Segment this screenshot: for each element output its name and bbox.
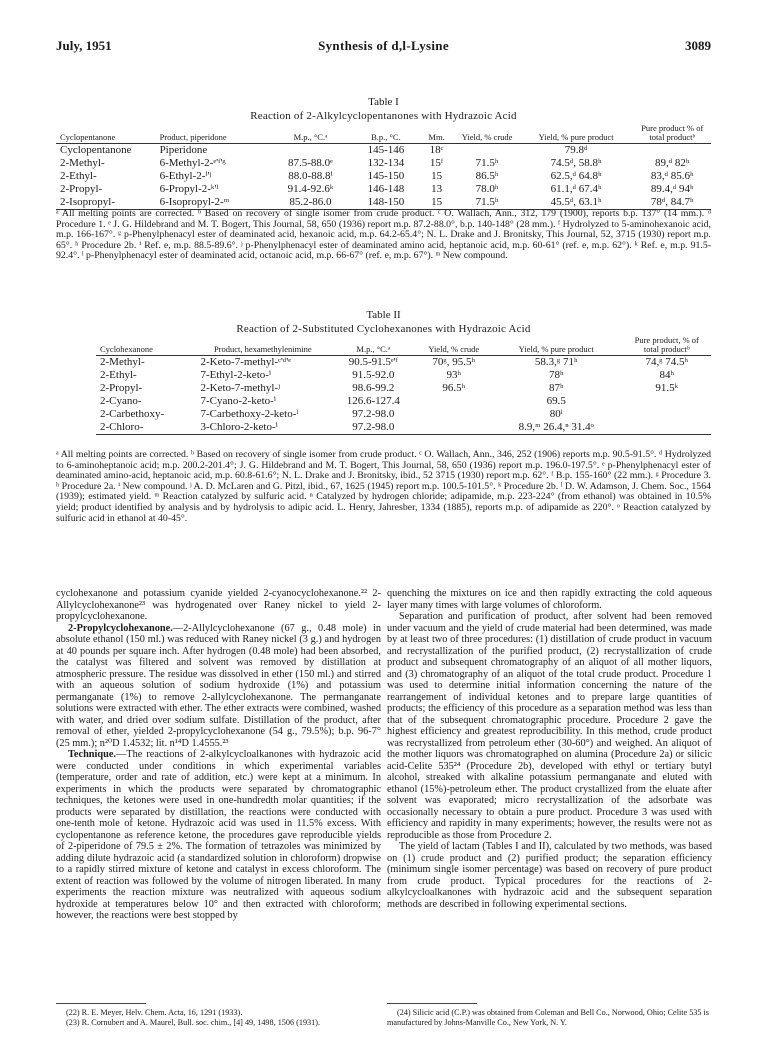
paragraph-text: —2-Allylcyclohexanone (67 g., 0.48 mole) in absolute ethanol (150 ml.) was reduced with Raney nickel (3 g.) and hydrogen at 40 pounds per square inch. After hydrogen (0.48 mole) had been absorbed, the catalyst was filtered and solvent was removed by distillation at atmospheric pressure. The residue was dissolved in ether (150 ml.) and stirred with an aqueous solution of sodium hydroxide (1%) and potassium permanganate (1%) to remove 2-allylcyclohexanone. The permanganate solutions were extracted with ether. The ether extracts were combined, washed with water, and dried over sodium sulfate. Distillation of the product, after removal of ether, yielded 2-propylcyclohexanone (54 g., 79.5%); b.p. 96-7° (25 mm.); n²⁰D 1.4532; lit. n¹⁴D 1.4555.²³ (56, 622, 381, 749)
reference: (23) R. Cornubert and A. Maurel, Bull. soc. chim., [4] 49, 1498, 1506 (1931). (66, 1017, 321, 1027)
table-cell: 93ʰ (446, 369, 461, 381)
table-cell: 45.5ᵈ, 63.1ʰ (519, 196, 634, 210)
table-cell: 89.4,ᵈ 94ʰ (650, 183, 694, 195)
table-cell: 97.2-98.0 (352, 408, 395, 420)
table-cell: 2-Isopropyl- (56, 196, 156, 210)
table-cell: 145-146 (367, 144, 405, 156)
table-cell: 61.1,ᵈ 67.4ʰ (550, 183, 602, 195)
table-cell: 87ʰ (548, 382, 564, 394)
table-cell: 78ᵈ, 84.7ʰ (634, 196, 711, 210)
table1-title: Reaction of 2-Alkylcyclopentanones with Hydrazoic Acid (250, 110, 517, 122)
table-row (56, 144, 711, 158)
header-date: July, 1951 (56, 38, 112, 53)
table2-footnotes: ᵃ All melting points are corrected. ᵇ Based on recovery of single isomer from crude product. ᶜ O. Wallach, Ann., 346, 252 (1906) reports m.p. 90.5-91.5°. ᵈ Hydrolyzed to 6-aminoheptanoic acid; m.p. 200.2-201.4°; J. G. Hildebrand and M. T. Bogert, This Journal, 58, 650 (1936) report m.p. 196.0-197.5°. ᵉ p-Phenylphenacyl ester of deaminated amino-acid, heptanoic acid, m.p. 60.8-61.6°; N. L. Drake and J. Bronitsky, ibid., 52 3715 (1930) report m.p. 62°. ᶠ B.p. 155-160° (22 mm.). ᵍ Procedure 3. ʰ Procedure 2a. ⁱ New compound. ʲ A. D. McLaren and G. Pitzl, ibid., 67, 1625 (1945) report m.p. 100.5-101.5°. ᵏ Procedure 2b. ˡ D. W. Adamson, J. Chem. Soc., 1564 (1939); estimated yield. ᵐ Reaction catalyzed by sulfuric acid. ⁿ Catalyzed by hydrogen chloride; adipamide, m.p. 223-224° (from ethanol) was obtained in 10.5% yield; product identified by analysis and by hydrolysis to adipic acid. L. Henry, Jahresber, 1334 (1885), reports m.p. of adipamide as 220°. ᵒ Reaction catalyzed by sulfuric acid in ethanol at 40-45°. (56, 449, 711, 524)
references-left (56, 1008, 381, 1027)
col-header: Cyclohexanone (96, 336, 196, 356)
footnote-rule (387, 1003, 477, 1004)
table-cell (267, 144, 354, 158)
table-cell: 146-148 (367, 183, 405, 195)
col-header: M.p., °C.ᵃ (329, 336, 417, 356)
right-column (387, 588, 712, 910)
page-number: 3089 (685, 38, 711, 53)
table-cell: 88.0-88.8ⁱ (288, 170, 333, 182)
col-header: Yield, % crude (418, 336, 490, 356)
table-cell (418, 395, 490, 408)
table-cell: Piperidone (159, 144, 208, 156)
table2-caption: Table II (366, 309, 401, 321)
reference: (22) R. E. Meyer, Helv. Chem. Acta, 16, 1291 (1933). (66, 1008, 243, 1017)
table-cell: 91.5ᵏ (655, 382, 679, 394)
table-cell: 2-Keto-7-methyl-ʲ (200, 382, 280, 394)
table-header-row (96, 336, 711, 356)
table-cell: 2-Ethyl- (60, 170, 97, 182)
table-cell: 2-Propyl- (60, 183, 103, 195)
table-cell: 2-Methyl- (60, 157, 105, 169)
table-cell: 80ˡ (549, 408, 563, 420)
paragraph-text: —The reactions of 2-alkylcycloalkanones with hydrazoic acid were conducted under conditions in which experimental variables (temperature, order and rate of addition, etc.) were kept at a minimum. In experiments in which the products were separated by chromatographic techniques, the ketones were used in one-hundredth molar quantities; if the products were separated by distillation, the reactions were conducted with one-tenth mole of ketone. Hydrazoic acid was used in 11.5% excess. With cyclopentanone as reference ketone, the procedures gave reproducible yields of 2-piperidone of 79.5 ± 2%. The formation of tetrazoles was minimized by adding dilute hydrazoic acid (a standardized solution in chloroform) dropwise to a rapidly stirred mixture of ketone and catalyst in excess chloroform. The extent of reaction was followed by the volume of nitrogen liberated. In many experiments the reaction mixture was neutralized with aqueous sodium hydroxide at temperatures below 10° and then extracted with chloroform; however, the reactions were best stopped by (56, 749, 381, 921)
table-cell: 90.5-91.5ᵉ'ᶠ (348, 356, 398, 368)
col-header: Yield, % crude (455, 124, 518, 144)
table-cell: 78ʰ (548, 369, 564, 381)
paragraph: The yield of lactam (Tables I and II), calculated by two methods, was based on (1) crude product and (2) purified product; the separation efficiency (minimum single isomer percentage) was based on recovery of pure product from crude product. Typical procedures for the reactions of 2-alkylcycloalkanones with hydrazoic acid and the subsequent separation methods are described in following experimental sections. (387, 841, 712, 910)
table-cell: 148-150 (354, 196, 418, 210)
table2-title: Reaction of 2-Substituted Cyclohexanones with Hydrazoic Acid (236, 323, 531, 335)
table1-caption: Table I (368, 96, 399, 108)
table-cell: 6-Isopropyl-2-ᵐ (156, 196, 267, 210)
paragraph: Separation and purification of product, after solvent had been removed under vacuum and the yield of crude material had been determined, was made by at least two of three procedures: (1) distillation of crude product in vacuum and recrystallization of the purified product, (2) recrystallization of crude product and subsequent chromatography of an aliquot of all mother liquors, and (3) chromatography of an aliquot of the total crude product. Procedure 1 was used to determine initial information concerning the nature of the rearrangement of individual ketones and to prepare large quantities of products; the efficiency of this procedure as a separation method was less than that of the subsequent chromatographic procedure. Procedure 2 gave the highest efficiency and greatest reproducibility. In this method, crude product was recrystallized from petroleum ether (30-60°) and weighed. An aliquot of the mother liquors was chromatographed on alumina (Procedure 2a) or silicic acid-Celite 535²⁴ (Procedure 2b), developed with ethyl or tertiary butyl alcohol, streaked with alkaline potassium permanganate and eluted with ethanol (15%)-petroleum ether. The product crystallized from the eluate after solvent was evaporated; micro recrystallization of the adsorbate was occasionally necessary to obtain a pure product. Procedure 3 was used with efficiency and rapidity in many experiments; however, the results were not as reproducible as those from Procedure 2. (387, 611, 712, 841)
table-cell: 15 (418, 196, 456, 210)
table-cell: 2-Keto-7-methyl-ᶜ'ᵈ'ᵉ (200, 356, 292, 368)
table-cell: 78.0ʰ (475, 183, 499, 195)
references-right (387, 1008, 712, 1027)
table-cell: 2-Carbethoxy- (100, 408, 165, 420)
table-cell: 89,ᵈ 82ʰ (655, 157, 690, 169)
col-header: Product, hexamethylenimine (196, 336, 329, 356)
table-cell: 7-Ethyl-2-keto-ⁱ (200, 369, 272, 381)
table2 (96, 336, 711, 435)
table-cell: 15 (431, 170, 443, 182)
table-cell: 91.5-92.0 (352, 369, 395, 381)
table-cell: 3-Chloro-2-keto-ⁱ (196, 421, 329, 435)
table-row (56, 183, 711, 196)
table-cell: 62.5,ᵈ 64.8ʰ (550, 170, 602, 182)
table-cell: 15ᶠ (429, 157, 444, 169)
col-header: Yield, % pure product (519, 124, 634, 144)
table-cell: 2-Propyl- (100, 382, 143, 394)
table-cell (418, 408, 490, 421)
table-cell: 74.5ᵈ, 58.8ʰ (550, 157, 602, 169)
table-cell: 13 (431, 183, 443, 195)
table-cell: 7-Carbethoxy-2-keto-ˡ (200, 408, 299, 420)
table-cell: 58.3,ᵍ 71ʰ (534, 356, 578, 368)
col-header: Yield, % pure product (490, 336, 623, 356)
table-cell: 69.5 (546, 395, 566, 407)
table-cell: 2-Chloro- (96, 421, 196, 435)
table-cell: 6-Ethyl-2-ⁱ'ʲ (159, 170, 212, 182)
table-cell: 2-Methyl- (100, 356, 145, 368)
table-cell: 145-150 (367, 170, 405, 182)
table-cell: 6-Propyl-2-ᵏ'ˡ (159, 183, 219, 195)
table-cell: 2-Ethyl- (100, 369, 137, 381)
table-cell: 96.5ʰ (442, 382, 466, 394)
footnote-rule (56, 1003, 146, 1004)
table-cell (623, 421, 711, 435)
table-cell: 85.2-86.0 (267, 196, 354, 210)
table-cell: 2-Cyano- (100, 395, 142, 407)
col-header: M.p., °C.ᵃ (267, 124, 354, 144)
left-column (56, 588, 381, 922)
paragraph (56, 623, 381, 750)
table-cell: 87.5-88.0ᵉ (287, 157, 333, 169)
table-row (96, 395, 711, 408)
table-cell: 98.6-99.2 (352, 382, 395, 394)
paragraph: cyclohexanone and potassium cyanide yielded 2-cyanocyclohexanone.²² 2-Allylcyclohexanone²³ was hydrogenated over Raney nickel to yield 2-propylcyclohexanone. (56, 588, 381, 622)
paragraph (56, 749, 381, 922)
table-cell: 8.9,ᵐ 26.4,ⁿ 31.4ᵒ (490, 421, 623, 435)
table-cell: 97.2-98.0 (329, 421, 417, 435)
table-cell: 18ᶜ (429, 144, 444, 156)
table-row (96, 421, 711, 435)
table-header-row (56, 124, 711, 144)
table-cell: 132-134 (367, 157, 405, 169)
table1 (56, 124, 711, 210)
col-header: Product, piperidone (156, 124, 267, 144)
col-header: Cyclopentanone (56, 124, 156, 144)
table-cell (623, 395, 711, 408)
table-cell: 83,ᵈ 85.6ʰ (650, 170, 694, 182)
table-cell: 86.5ʰ (475, 170, 499, 182)
table-cell: Cyclopentanone (60, 144, 132, 156)
table-cell: 79.8ᵈ (564, 144, 588, 156)
table-cell: 126.6-127.4 (346, 395, 400, 407)
table-cell: 70ᵍ, 95.5ʰ (432, 356, 476, 368)
table-cell: 71.5ʰ (455, 196, 518, 210)
table-cell: 91.4-92.6ᵏ (287, 183, 334, 195)
reference: (24) Silicic acid (C.P.) was obtained from Coleman and Bell Co., Norwood, Ohio; Celite 535 is manufactured by Johns-Manville Co., New York, N. Y. (387, 1008, 709, 1027)
table-row (96, 382, 711, 395)
table-row (56, 157, 711, 170)
col-header: Mm. (418, 124, 456, 144)
table-row (96, 408, 711, 421)
running-header (56, 38, 711, 54)
paragraph: quenching the mixtures on ice and then rapidly extracting the cold aqueous layer many times with large volumes of chloroform. (387, 588, 712, 611)
table-cell (623, 408, 711, 421)
section-heading: Technique. (68, 749, 116, 760)
table-row (96, 356, 711, 370)
table-cell (634, 144, 711, 158)
table-cell: 7-Cyano-2-keto-ⁱ (200, 395, 277, 407)
col-header: Pure product, % of total productᵇ (623, 336, 711, 356)
section-heading: 2-Propylcyclohexanone. (68, 622, 173, 634)
table-cell: 84ʰ (659, 369, 675, 381)
table1-footnotes: ᵃ All melting points are corrected. ᵇ Based on recovery of single isomer from crude product. ᶜ O. Wallach, Ann., 312, 179 (1900), reports b.p. 137° (14 mm.). ᵈ Procedure 1. ᵉ J. G. Hildebrand and M. T. Bogert, This Journal, 58, 650 (1936) report m.p. 87.2-88.0°, b.p. 140-148° (28 mm.). ᶠ Hydrolyzed to 5-aminohexanoic acid, m.p. 166-167°. ᵍ p-Phenylphenacyl ester of deaminated acid, hexanoic acid, m.p. 64.2-65.4°; N. L. Drake and J. Bronitsky, This Journal, 52, 3715 (1930) report m.p. 65°. ʰ Procedure 2b. ⁱ Ref. e, m.p. 88.5-89.6°. ʲ p-Phenylphenacyl ester of deaminated amino acid, heptanoic acid, m.p. 60-61° (ref. e, m.p. 62°). ᵏ Ref. e, m.p. 91.5-92.4°. ˡ p-Phenylphenacyl ester of deaminated acid, octanoic acid, m.p. 66-67° (ref. e, m.p. 67°). ᵐ New compound. (56, 208, 711, 262)
table-cell (455, 144, 518, 158)
table-row (56, 170, 711, 183)
table-cell: 74,ᵍ 74.5ʰ (645, 356, 689, 368)
header-title: Synthesis of d,l-Lysine (318, 38, 449, 53)
table-cell: 71.5ʰ (475, 157, 499, 169)
col-header: Pure product % of total productᵇ (634, 124, 711, 144)
col-header: B.p., °C. (354, 124, 418, 144)
table-row (96, 369, 711, 382)
table-cell: 6-Methyl-2-ᵉ'ᶠ'ᵍ (159, 157, 226, 169)
table-cell (418, 421, 490, 435)
